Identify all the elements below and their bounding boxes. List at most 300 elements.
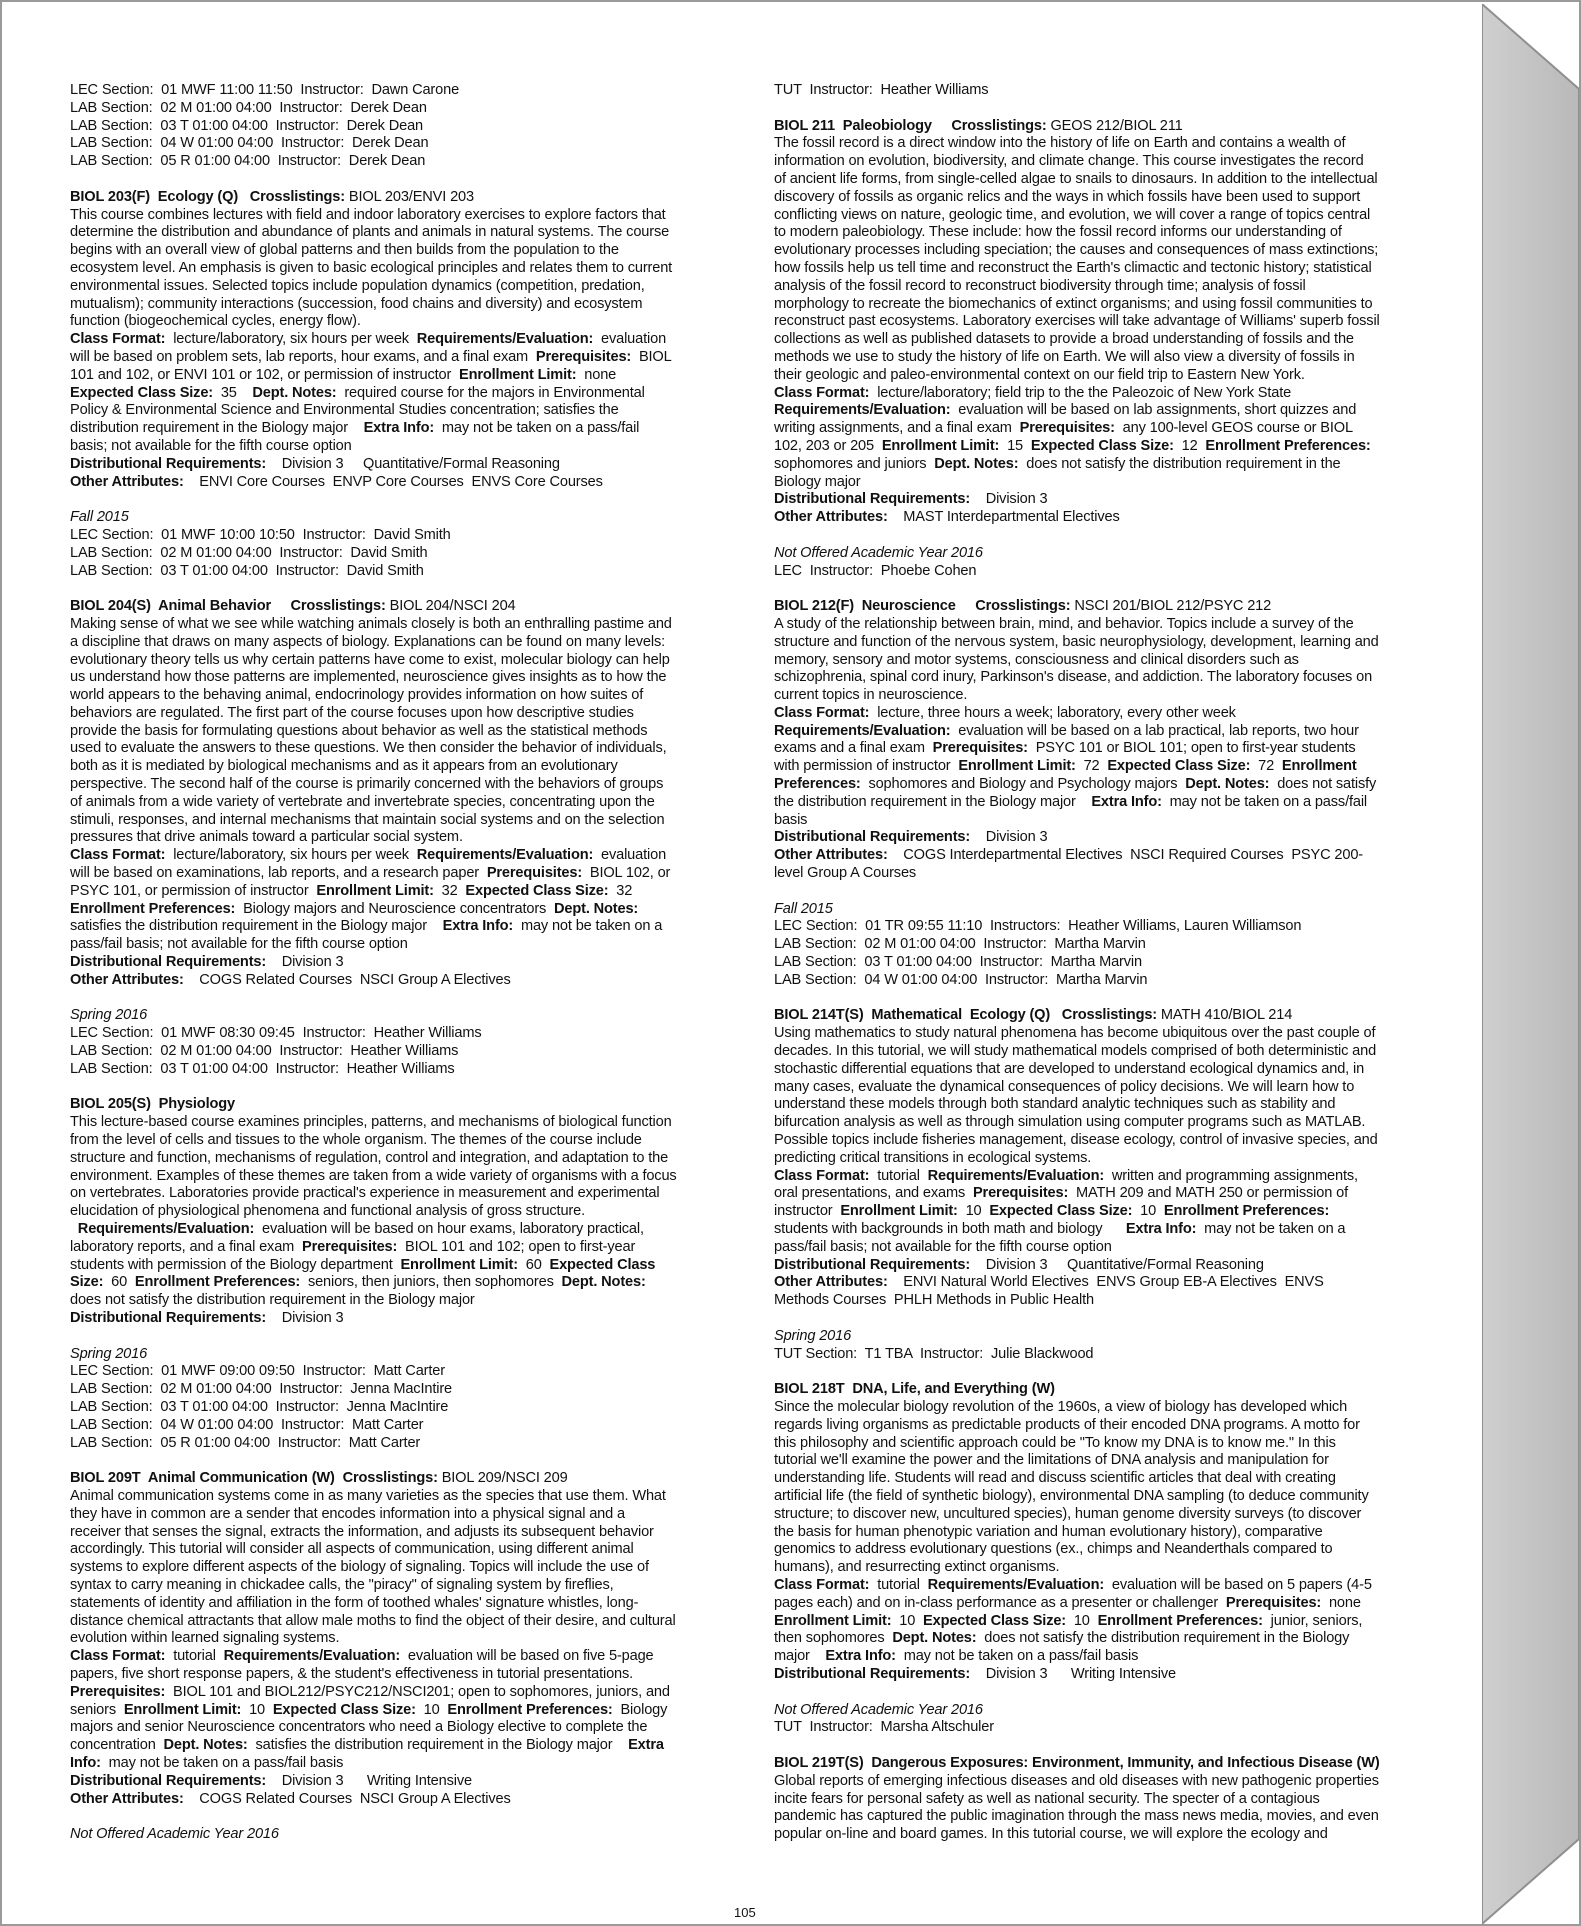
field-value: COGS Related Courses NSCI Group A Electives — [191, 1790, 511, 1807]
text-line: basis — [774, 811, 808, 828]
field-label: Expected Class Size: — [70, 384, 221, 401]
text-line — [774, 1007, 1454, 1025]
text-line: memory, sensory and motor systems, consciousness and clinical disorders such as — [774, 651, 1299, 668]
field-value: may not be taken on a pass/fail — [441, 420, 640, 437]
text-line — [774, 491, 1454, 509]
text-line: LEC Section: 01 MWF 10:00 10:50 Instructor: David Smith — [70, 526, 451, 543]
text-line: pressures that drive animals toward a particular social system. — [70, 829, 463, 846]
field-label: Preferences: — [774, 776, 869, 793]
paragraph-spacer — [70, 1452, 740, 1470]
field-label: Expected Class Size: — [1030, 437, 1182, 454]
field-label: Dept. Notes: — [892, 1630, 985, 1647]
text-line: collections as well as published datasets to provide a broad understanding of fossils and the — [774, 331, 1354, 348]
text-line — [70, 954, 740, 972]
field-value: lecture/laboratory; field trip to the the Paleozoic of New York State — [877, 384, 1292, 401]
text-line — [70, 456, 740, 474]
text-line: decades. In this tutorial, we will study mathematical models comprised of both deterministic and — [774, 1043, 1377, 1060]
text-line: of ancient life forms, from single-celled algae to snails to dinosaurs. In addition to the intellectual — [774, 170, 1378, 187]
field-value: 15 — [1007, 437, 1031, 454]
text-line — [774, 1595, 1454, 1613]
field-value: Biology majors and Neuroscience concentrators — [243, 900, 554, 917]
text-line: stimuli, responses, and internal mechanisms that maintain social systems and on the selection — [70, 811, 665, 828]
text-line — [70, 385, 740, 403]
field-label: Dept. Notes: — [163, 1737, 256, 1754]
field-value: does not satisfy — [1277, 776, 1377, 793]
field-value: 35 — [220, 384, 253, 401]
text-line — [70, 1773, 740, 1791]
field-label: Requirements/Evaluation: — [774, 722, 959, 739]
text-line: perspective. The second half of the course is primarily concerned with the behaviors of groups — [70, 776, 664, 793]
text-line: mutualism); community interactions (succession, food chains and diversity) and ecosystem — [70, 295, 643, 312]
field-value: will be based on examinations, lab reports, and a research paper — [70, 865, 487, 882]
text-line — [774, 1185, 1454, 1203]
field-value: GEOS 212/BIOL 211 — [1050, 117, 1183, 134]
field-value: Division 3 — [977, 491, 1048, 508]
field-label: Distributional Requirements: — [70, 1309, 274, 1326]
field-value: evaluation — [601, 331, 667, 348]
field-label: Enrollment Limit: — [400, 1256, 526, 1273]
text-line: LEC Section: 01 MWF 11:00 11:50 Instructor: Dawn Carone — [70, 82, 460, 98]
text-line — [70, 865, 740, 883]
text-line: from the level of cells and tissues to the whole organism. The themes of the course include — [70, 1132, 642, 1149]
field-value: 72 — [1083, 758, 1108, 775]
field-value: lecture, three hours a week; laboratory, every other week — [877, 704, 1236, 721]
text-line: Possible topics include fisheries management, disease ecology, control of invasive species, and — [774, 1132, 1378, 1149]
field-label: Enrollment Preferences: — [447, 1701, 621, 1718]
text-line: conflicting views on nature, geologic time, and evolution, we will cover a range of topics central — [774, 206, 1371, 223]
field-value: ENVI Core Courses ENVP Core Courses ENVS Core Courses — [191, 473, 603, 490]
field-label: Requirements/Evaluation: — [774, 402, 959, 419]
left-column — [70, 82, 740, 1844]
paragraph-spacer — [774, 580, 1454, 598]
field-value: does not satisfy the distribution requirement in the Biology — [984, 1630, 1350, 1647]
field-label: BIOL 211 Paleobiology Crosslistings: — [774, 117, 1051, 134]
field-value: BIOL 209/NSCI 209 — [441, 1470, 568, 1487]
field-label: Dept. Notes: — [561, 1274, 646, 1291]
text-line: LEC Instructor: Phoebe Cohen — [774, 562, 977, 579]
field-value: any 100-level GEOS course or BIOL — [1122, 420, 1353, 437]
term-heading: Not Offered Academic Year 2016 — [70, 1826, 279, 1843]
text-line — [70, 972, 740, 990]
term-heading: Not Offered Academic Year 2016 — [774, 1701, 983, 1718]
text-line: pass/fail basis; not available for the fifth course option — [774, 1238, 1112, 1255]
field-value: 72 — [1258, 758, 1282, 775]
field-value: MATH 410/BIOL 214 — [1160, 1007, 1293, 1024]
text-line: TUT Instructor: Heather Williams — [774, 82, 989, 98]
text-line: receiver that senses the signal, extracts the information, and adjusts its subsequent behavior — [70, 1523, 654, 1540]
field-value: 32 — [441, 882, 466, 899]
page-edge-shading — [1482, 4, 1579, 1924]
text-line: This lecture-based course examines principles, patterns, and mechanisms of biological function — [70, 1114, 672, 1131]
field-label: BIOL 218T DNA, Life, and Everything (W) — [774, 1381, 1055, 1398]
field-label: BIOL 212(F) Neuroscience Crosslistings: — [774, 598, 1075, 615]
field-label: Enrollment Preferences: — [1097, 1612, 1271, 1629]
field-value: Division 3 Quantitative/Formal Reasoning — [273, 455, 560, 472]
text-line: function (biogeochemical cycles, energy flow). — [70, 313, 361, 330]
field-label: Expected Class Size: — [465, 882, 617, 899]
paragraph-spacer — [774, 1363, 1454, 1381]
field-label: Extra Info: — [1125, 1221, 1205, 1237]
text-line — [774, 402, 1454, 420]
text-line — [774, 740, 1454, 758]
text-line: tutorial we'll examine the power and the limitations of DNA analysis and manipulation for — [774, 1452, 1329, 1469]
field-label: Requirements/Evaluation: — [927, 1167, 1112, 1184]
text-line: they have in common are a sender that encodes information into a physical signal and a — [70, 1505, 625, 1522]
text-line — [774, 598, 1454, 616]
text-line — [70, 420, 740, 438]
field-value: 10 — [965, 1203, 990, 1220]
text-line: reconstruct past ecosystems. Laboratory exercises will take advantage of Williams' superb fossil — [774, 313, 1380, 330]
field-label: Expected Class — [549, 1256, 656, 1273]
text-line — [70, 1702, 740, 1720]
text-line: basis; not available for the fifth course option — [70, 437, 352, 454]
text-line: stochastic differential equations that are developed to understand ecological dynamics and, in — [774, 1060, 1365, 1077]
term-heading: Fall 2015 — [70, 509, 129, 526]
text-line: LAB Section: 03 T 01:00 04:00 Instructor: Heather Williams — [70, 1060, 455, 1077]
field-label: Distributional Requirements: — [70, 954, 274, 971]
field-label: Class Format: — [70, 1648, 174, 1665]
text-line: LAB Section: 05 R 01:00 04:00 Instructor: Derek Dean — [70, 153, 426, 170]
field-label: BIOL 209T Animal Communication (W) Crosslistings: — [70, 1470, 442, 1487]
text-line — [774, 1274, 1454, 1292]
text-line: elucidation of physiological phenomena and functional analysis of gross structure. — [70, 1203, 586, 1220]
field-value: none — [584, 366, 617, 383]
text-line — [70, 901, 740, 919]
field-value: BIOL 101 and BIOL212/PSYC212/NSCI201; open to sophomores, juniors, and — [173, 1683, 670, 1700]
text-line: evolutionary theory tells us why certain patterns have come to exist, molecular biology can help — [70, 651, 670, 668]
text-line — [774, 794, 1454, 812]
text-line: discovery of fossils as organic relics and the ways in which fossils have been used to support — [774, 188, 1361, 205]
text-line: Methods Courses PHLH Methods in Public Health — [774, 1292, 1094, 1309]
text-line — [774, 776, 1454, 794]
field-label: Class Format: — [70, 331, 174, 348]
text-line — [70, 1791, 740, 1809]
text-line — [774, 1221, 1454, 1239]
text-line: LAB Section: 03 T 01:00 04:00 Instructor: David Smith — [70, 562, 424, 579]
text-line: Global reports of emerging infectious diseases and old diseases with new pathogenic properties — [774, 1772, 1379, 1789]
field-value: writing assignments, and a final exam — [774, 420, 1020, 437]
text-line — [70, 1239, 740, 1257]
text-line — [774, 829, 1454, 847]
text-line — [774, 1755, 1454, 1773]
text-line — [774, 438, 1454, 456]
field-value: satisfies the distribution requirement in the Biology major — [70, 918, 443, 935]
field-label: Size: — [70, 1274, 112, 1291]
text-line — [70, 474, 740, 492]
text-line — [774, 118, 1454, 136]
right-column — [774, 82, 1454, 1844]
text-line: LAB Section: 05 R 01:00 04:00 Instructor: Matt Carter — [70, 1434, 421, 1451]
field-value: required course for the majors in Environmental — [344, 384, 645, 401]
field-value: 10 — [1140, 1203, 1164, 1220]
text-line: genomics to address evolutionary questions (ex., chimps and Neanderthals compared to — [774, 1541, 1333, 1558]
field-value: 60 — [111, 1274, 135, 1291]
field-label: Class Format: — [70, 847, 174, 864]
text-line: LAB Section: 04 W 01:00 04:00 Instructor: Matt Carter — [70, 1416, 424, 1433]
text-line: begins with an overall view of global patterns and then builds from the population to the — [70, 242, 619, 259]
field-value: Division 3 — [273, 954, 344, 971]
text-line: LEC Section: 01 TR 09:55 11:10 Instructors: Heather Williams, Lauren Williamson — [774, 918, 1302, 935]
field-value: may not be taken on a — [520, 918, 663, 935]
field-label: Requirements/Evaluation: — [70, 1221, 263, 1237]
text-line: LAB Section: 04 W 01:00 04:00 Instructor: Martha Marvin — [774, 971, 1148, 988]
field-label: Enrollment Limit: — [958, 758, 1084, 775]
text-line: understand these models through both standard analytic techniques such as stability and — [774, 1096, 1336, 1113]
field-label: Requirements/Evaluation: — [416, 847, 601, 864]
field-value: MAST Interdepartmental Electives — [895, 509, 1120, 526]
field-label: Requirements/Evaluation: — [223, 1648, 408, 1665]
text-line — [774, 1613, 1454, 1631]
text-line: LAB Section: 02 M 01:00 04:00 Instructor: Heather Williams — [70, 1043, 459, 1060]
field-label: Info: — [70, 1754, 109, 1771]
field-label: Distributional Requirements: — [774, 491, 978, 508]
field-value: junior, seniors, — [1270, 1612, 1363, 1629]
field-label: Prerequisites: — [535, 348, 639, 365]
text-line: of animals from a wide variety of vertebrate and invertebrate species, concentrating upon the — [70, 793, 655, 810]
text-line — [774, 758, 1454, 776]
field-label: BIOL 219T(S) Dangerous Exposures: Environment, Immunity, and Infectious Disease (W) — [774, 1754, 1380, 1771]
text-line: Policy & Environmental Science and Environmental Studies concentration; satisfies the — [70, 402, 619, 419]
field-value: distribution requirement in the Biology major — [70, 420, 364, 437]
field-value: may not be taken on a — [1204, 1221, 1346, 1237]
term-heading: Spring 2016 — [70, 1007, 148, 1024]
paragraph-spacer — [774, 527, 1454, 545]
text-line: pass/fail basis; not available for the fifth course option — [70, 936, 408, 953]
text-line — [774, 847, 1454, 865]
text-line — [774, 723, 1454, 741]
field-value: Division 3 Quantitative/Formal Reasoning — [977, 1256, 1264, 1273]
text-line: current topics in neuroscience. — [774, 687, 968, 704]
field-value: the distribution requirement in the Biology major — [774, 793, 1092, 810]
field-value: may not be taken on a pass/fail basis — [108, 1754, 344, 1771]
field-value: ENVI Natural World Electives ENVS Group EB-A Electives ENVS — [895, 1274, 1324, 1291]
field-value: concentration — [70, 1737, 164, 1754]
field-label: Enrollment Preferences: — [1163, 1203, 1330, 1220]
field-value: evaluation will be based on a lab practical, lab reports, two hour — [958, 722, 1359, 739]
field-label: Class Format: — [774, 704, 878, 721]
field-value: oral presentations, and exams — [774, 1185, 973, 1202]
field-label: Enrollment Preferences: — [70, 900, 244, 917]
field-value: written and programming assignments, — [1111, 1167, 1358, 1184]
text-line: Using mathematics to study natural phenomena has become ubiquitous over the past couple of — [774, 1025, 1376, 1042]
text-line — [70, 598, 740, 616]
field-label: Dept. Notes: — [934, 455, 1027, 472]
field-value: PSYC 101, or permission of instructor — [70, 882, 317, 899]
field-label: Enrollment Limit: — [840, 1203, 966, 1220]
text-line: used to evaluate the answers to these questions. We then consider the behavior of individuals, — [70, 740, 667, 757]
term-heading: Fall 2015 — [774, 900, 833, 917]
text-line: this philosophy and scientific approach could be "To know my DNA is to know me." In this — [774, 1434, 1336, 1451]
field-label: Other Attributes: — [70, 971, 192, 988]
field-label: Enrollment Preferences: — [1205, 437, 1371, 454]
field-value: laboratory reports, and a final exam — [70, 1238, 302, 1255]
field-label: Prerequisites: — [301, 1238, 406, 1255]
text-line — [70, 1684, 740, 1702]
text-line: environmental issues. Selected topics include population dynamics (competition, predation, — [70, 277, 645, 294]
text-line: their geologic and paleo-environmental context on our field trip to Eastern New York. — [774, 366, 1305, 383]
text-line — [774, 705, 1454, 723]
paragraph-spacer — [70, 1079, 740, 1097]
field-label: BIOL 214T(S) Mathematical Ecology (Q) Crosslistings: — [774, 1007, 1161, 1024]
field-value: COGS Interdepartmental Electives NSCI Required Courses PSYC 200- — [895, 847, 1364, 864]
text-line: LAB Section: 03 T 01:00 04:00 Instructor: Martha Marvin — [774, 954, 1142, 971]
field-value: tutorial — [877, 1167, 928, 1184]
field-value: 10 — [423, 1701, 448, 1718]
field-value: sophomores and juniors — [774, 455, 935, 472]
text-line: LEC Section: 01 MWF 08:30 09:45 Instructor: Heather Williams — [70, 1025, 482, 1042]
field-value: 10 — [899, 1612, 924, 1629]
text-line: on vertebrates. Laboratories provide practical's experience in measurement and experimental — [70, 1185, 660, 1202]
text-line: LAB Section: 03 T 01:00 04:00 Instructor: Derek Dean — [70, 117, 424, 134]
text-line: understanding life. Students will read and discuss scientific articles that deal with creating — [774, 1470, 1336, 1487]
field-value: then sophomores — [774, 1630, 893, 1647]
field-label: Dept. Notes: — [252, 384, 345, 401]
field-label: Requirements/Evaluation: — [927, 1576, 1112, 1593]
paragraph-spacer — [70, 580, 740, 598]
field-value: tutorial — [877, 1576, 928, 1593]
text-line: does not satisfy the distribution requirement in the Biology major — [70, 1292, 475, 1309]
field-value: BIOL — [638, 348, 672, 365]
field-label: Prerequisites: — [932, 740, 1036, 757]
text-line — [774, 420, 1454, 438]
field-value: students with permission of the Biology department — [70, 1256, 401, 1273]
text-line: statements of identity and affiliation in the form of toothed whales' signature whistles, long- — [70, 1594, 639, 1611]
field-label: Enrollment Limit: — [459, 366, 585, 383]
text-line — [774, 1257, 1454, 1275]
text-line: level Group A Courses — [774, 865, 917, 882]
text-line: many cases, evaluate the dynamical consequences of policy decisions. We will learn how to — [774, 1078, 1355, 1095]
text-line: TUT Instructor: Marsha Altschuler — [774, 1719, 994, 1736]
text-line — [774, 1666, 1454, 1684]
field-label: Other Attributes: — [774, 847, 896, 864]
field-value: 101 and 102, or ENVI 101 or 102, or permission of instructor — [70, 366, 459, 383]
text-line — [774, 456, 1454, 474]
text-line: the basis for human phenotypic variation and human evolutionary history), comparative — [774, 1523, 1323, 1540]
text-line: evolution within learned signaling systems. — [70, 1630, 340, 1647]
text-line — [70, 1310, 740, 1328]
paragraph-spacer — [774, 1684, 1454, 1702]
text-line: us understand how those patterns are implemented, neuroscience gives insights as to how the — [70, 669, 667, 686]
term-heading: Not Offered Academic Year 2016 — [774, 544, 983, 561]
field-label: Distributional Requirements: — [70, 455, 274, 472]
text-line: analysis of the fossil record to reconstruct biodiversity through time; analysis of fossil — [774, 277, 1306, 294]
field-value: 12 — [1181, 437, 1206, 454]
field-value: NSCI 201/BIOL 212/PSYC 212 — [1074, 598, 1272, 615]
field-value: none — [1328, 1594, 1361, 1611]
text-line: Making sense of what we see while watching animals closely is both an enthralling pastime and — [70, 615, 672, 632]
paragraph-spacer — [774, 883, 1454, 901]
field-label: Other Attributes: — [70, 473, 192, 490]
field-value: BIOL 203/ENVI 203 — [348, 188, 474, 205]
text-line: LAB Section: 02 M 01:00 04:00 Instructor: Jenna MacIntire — [70, 1381, 453, 1398]
text-line — [70, 1274, 740, 1292]
field-value: students with backgrounds in both math and biology — [774, 1221, 1126, 1237]
field-value: COGS Related Courses NSCI Group A Electives — [191, 971, 511, 988]
field-value: major — [774, 1648, 826, 1665]
text-line: ecosystem level. An emphasis is given to basic ecological principles and relates them to current — [70, 259, 673, 276]
text-line — [70, 918, 740, 936]
field-label: Enrollment — [1281, 758, 1357, 775]
field-value: with permission of instructor — [774, 758, 959, 775]
field-value: pages each) and on in-class performance as a presenter or challenger — [774, 1594, 1226, 1611]
field-value: evaluation will be based on lab assignments, short quizzes and — [958, 402, 1357, 419]
field-label: BIOL 204(S) Animal Behavior Crosslistings: — [70, 598, 390, 615]
text-line: information on evolution, biodiversity, and climate change. This course investigates the record — [774, 153, 1364, 170]
text-line — [774, 1648, 1454, 1666]
text-line: systems to explore different aspects of the biology of signaling. Topics will include the use of — [70, 1559, 649, 1576]
text-line: methods we use to study the history of life on Earth. We will also view a diversity of fossils in — [774, 348, 1355, 365]
field-label: Distributional Requirements: — [774, 1256, 978, 1273]
field-value: 102, 203 or 205 — [774, 437, 882, 454]
text-line: pandemic has captured the public imagination through the mass news media, movies, and even — [774, 1808, 1379, 1825]
text-line: incite fears for personal safety as well as national security. The specter of a contagious — [774, 1790, 1320, 1807]
paragraph-spacer — [70, 1328, 740, 1346]
term-heading: Spring 2016 — [774, 1327, 852, 1344]
field-value: will be based on problem sets, lab reports, hour exams, and a final exam — [70, 348, 536, 365]
text-line: distance chemical attractants that allow male moths to find the object of their desire, and cultural — [70, 1612, 676, 1629]
field-label: Prerequisites: — [972, 1185, 1077, 1202]
paragraph-spacer — [774, 100, 1454, 118]
text-line: behaviors are regulated. The first part of the course focuses upon how descriptive studies — [70, 704, 634, 721]
text-line — [70, 331, 740, 349]
text-line: a discipline that draws on many aspects of biology. Explanations can be found on many levels: — [70, 633, 666, 650]
text-line: The fossil record is a direct window into the history of life on Earth and contains a wealth of — [774, 135, 1346, 152]
field-value: instructor — [774, 1203, 841, 1220]
paragraph-spacer — [70, 171, 740, 189]
field-value: may not be taken on a pass/fail — [1169, 793, 1368, 810]
text-line: structure and function of the nervous system, basic neurophysiology, development, learning and — [774, 633, 1379, 650]
field-value: lecture/laboratory, six hours per week — [173, 331, 417, 348]
text-line — [774, 385, 1454, 403]
field-label: Class Format: — [774, 1576, 878, 1593]
text-line: LAB Section: 02 M 01:00 04:00 Instructor: David Smith — [70, 544, 428, 561]
text-line: Since the molecular biology revolution of the 1960s, a view of biology has developed which — [774, 1398, 1348, 1415]
field-value: 60 — [525, 1256, 550, 1273]
field-value: BIOL 102, or — [589, 865, 671, 882]
field-value: evaluation will be based on hour exams, laboratory practical, — [262, 1221, 644, 1237]
text-line: structure and function, mechanisms of regulation, control and integration, and adaptation to the — [70, 1149, 669, 1166]
field-value: seniors — [70, 1701, 124, 1718]
field-value: Division 3 Writing Intensive — [273, 1772, 472, 1789]
field-label: Expected Class Size: — [989, 1203, 1141, 1220]
term-heading: Spring 2016 — [70, 1345, 148, 1362]
text-line: structure; to discover new, uncultured species), human genome diversity surveys (to discover — [774, 1505, 1362, 1522]
field-value: lecture/laboratory, six hours per week — [173, 847, 417, 864]
field-label: Prerequisites: — [1225, 1594, 1329, 1611]
field-label: Class Format: — [774, 1167, 878, 1184]
field-value: Division 3 Writing Intensive — [977, 1665, 1176, 1682]
text-line: determine the distribution and abundance of plants and animals in natural systems. The course — [70, 224, 670, 241]
text-line: Biology major — [774, 473, 861, 490]
text-line — [70, 367, 740, 385]
text-line: LAB Section: 03 T 01:00 04:00 Instructor: Jenna MacIntire — [70, 1398, 449, 1415]
text-line: LAB Section: 02 M 01:00 04:00 Instructor: Martha Marvin — [774, 936, 1146, 953]
field-label: Enrollment Preferences: — [134, 1274, 308, 1291]
field-label: Expected Class Size: — [272, 1701, 424, 1718]
text-line — [774, 1168, 1454, 1186]
text-line: majors and senior Neuroscience concentrators who need a Biology elective to complete the — [70, 1719, 648, 1736]
field-label: Other Attributes: — [774, 509, 896, 526]
field-label: Other Attributes: — [774, 1274, 896, 1291]
text-line — [774, 1381, 1454, 1399]
field-label: Other Attributes: — [70, 1790, 192, 1807]
field-value: BIOL 204/NSCI 204 — [389, 598, 516, 615]
text-line: both as it is mediated by biological mechanisms and as it appears from an evolutionary — [70, 758, 618, 775]
field-label: Distributional Requirements: — [70, 1772, 274, 1789]
text-line — [70, 1648, 740, 1666]
text-line — [774, 509, 1454, 527]
field-value: Biology — [620, 1701, 668, 1718]
